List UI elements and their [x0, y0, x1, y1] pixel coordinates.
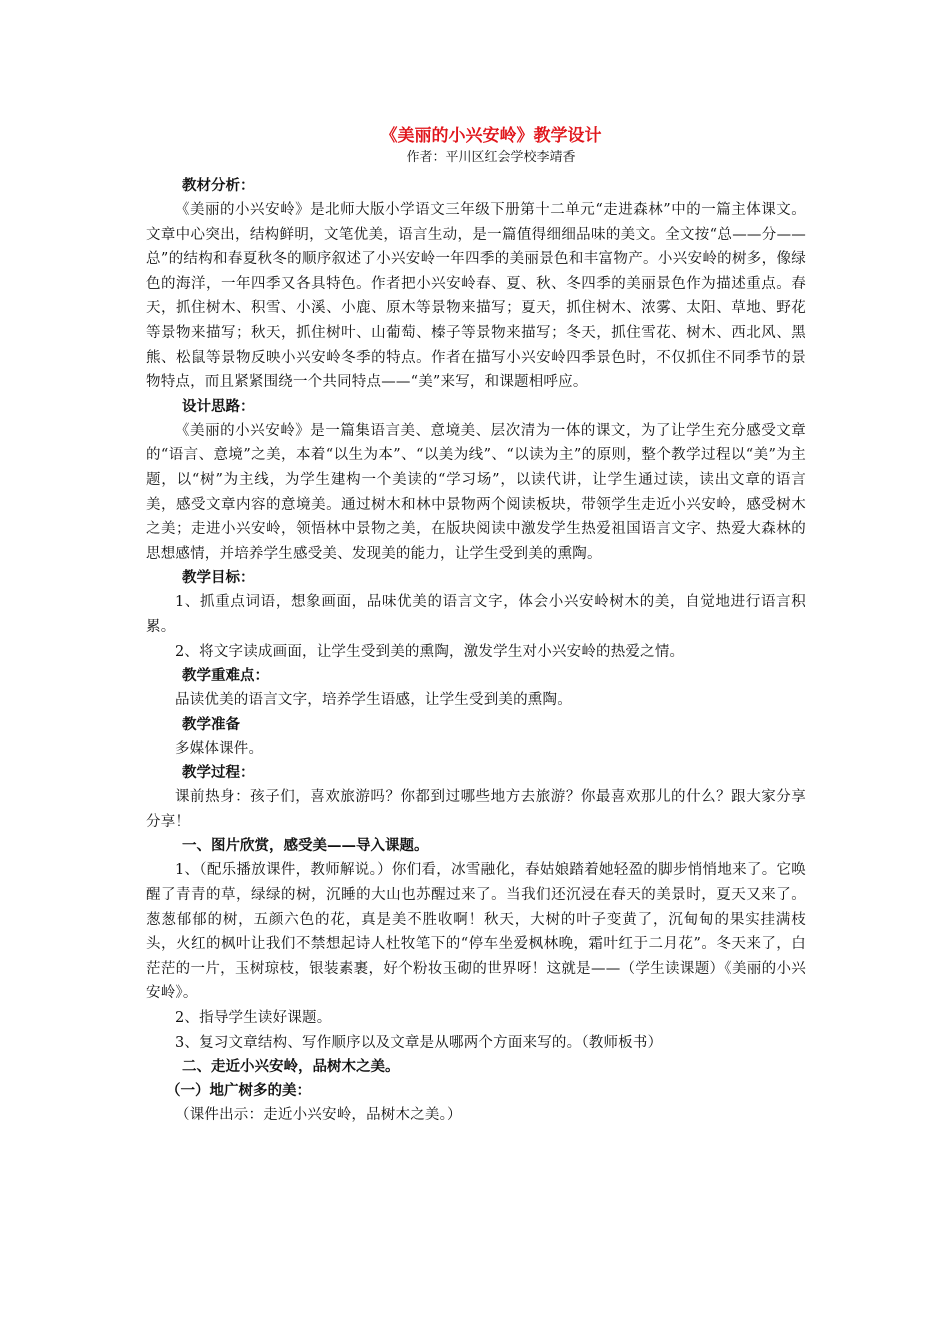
paragraph: 多媒体课件。 [175, 740, 264, 757]
sub-heading: （一）地广树多的美： [166, 1082, 311, 1100]
paragraph: （课件出示：走近小兴安岭，品树木之美。） [175, 1107, 462, 1124]
paragraph: 2、指导学生读好课题。 [175, 1010, 332, 1027]
step-heading: 二、走近小兴安岭，品树木之美。 [182, 1058, 400, 1076]
paragraph: 1、抓重点词语，想象画面，品味优美的语言文字，体会小兴安岭树木的美，自觉地进行语言积累。 [146, 594, 806, 635]
document-author: 作者：平川区红会学校李靖香 [406, 150, 576, 165]
paragraph: 1、（配乐播放课件，教师解说。）你们看，冰雪融化，春姑娘踏着她轻盈的脚步悄悄地来了。它唤醒了青青的草，绿绿的树，沉睡的大山也苏醒过来了。当我们还沉浸在春天的美景时，夏天又来了。葱葱郁郁的树，五颜六色的花，真是美不胜收啊！秋天，大树的叶子变黄了，沉甸甸的果实挂满枝头，火红的枫叶让我们不禁想起诗人杜牧笔下的“停车坐爱枫林晚，霜叶红于二月花”。冬天来了，白茫茫的一片，玉树琼枝，银装素裹，好个粉妆玉砌的世界呀！这就是——（学生读课题）《美丽的小兴安岭》。 [146, 862, 806, 1002]
section-heading: 教学准备 [182, 715, 240, 733]
paragraph: 2、将文字读成画面，让学生受到美的熏陶，激发学生对小兴安岭的热爱之情。 [175, 643, 685, 660]
paragraph: 课前热身：孩子们，喜欢旅游吗？你都到过哪些地方去旅游？你最喜欢那儿的什么？跟大家分享分享！ [146, 789, 806, 830]
paragraph: 《美丽的小兴安岭》是北师大版小学语文三年级下册第十二单元“走进森林”中的一篇主体课文。文章中心突出，结构鲜明，文笔优美，语言生动，是一篇值得细细品味的美文。全文按“总——分——总”的结构和春夏秋冬的顺序叙述了小兴安岭一年四季的美丽景色和丰富物产。小兴安岭的树多，像绿色的海洋，一年四季又各具特色。作者把小兴安岭春、夏、秋、冬四季的美丽景色作为描述重点。春天，抓住树木、积雪、小溪、小鹿、原木等景物来描写；夏天，抓住树木、浓雾、太阳、草地、野花等景物来描写；秋天，抓住树叶、山葡萄、榛子等景物来描写；冬天，抓住雪花、树木、西北风、黑熊、松鼠等景物反映小兴安岭冬季的特点。作者在描写小兴安岭四季景色时，不仅抓住不同季节的景物特点，而且紧紧围绕一个共同特点——“美”来写，和课题相呼应。 [146, 202, 806, 391]
paragraph: 品读优美的语言文字，培养学生语感，让学生受到美的熏陶。 [175, 692, 572, 709]
document-page [146, 124, 806, 1128]
section-heading: 设计思路： [182, 397, 255, 415]
document-title: 《美丽的小兴安岭》教学设计 [380, 126, 602, 146]
paragraph: 3、复习文章结构、写作顺序以及文章是从哪两个方面来写的。（教师板书） [175, 1034, 663, 1051]
step-heading: 一、图片欣赏，感受美——导入课题。 [182, 837, 429, 855]
section-heading: 教材分析： [182, 177, 255, 194]
section-heading: 教学重难点： [182, 667, 269, 685]
section-heading: 教学过程： [182, 764, 255, 782]
section-heading: 教学目标： [182, 569, 255, 587]
paragraph: 《美丽的小兴安岭》是一篇集语言美、意境美、层次清为一体的课文，为了让学生充分感受文章的“语言、意境”之美，本着“以生为本”、“以美为线”、“以读为主”的原则，整个教学过程以“美”为主题，以“树”为主线，为学生建构一个美读的“学习场”，以读代讲，让学生通过读，读出文章的语言美，感受文章内容的意境美。通过树木和林中景物两个阅读板块，带领学生走近小兴安岭，感受树木之美；走进小兴安岭，领悟林中景物之美，在版块阅读中激发学生热爱祖国语言文字、热爱大森林的思想感情，并培养学生感受美、发现美的能力，让学生受到美的熏陶。 [146, 422, 806, 562]
